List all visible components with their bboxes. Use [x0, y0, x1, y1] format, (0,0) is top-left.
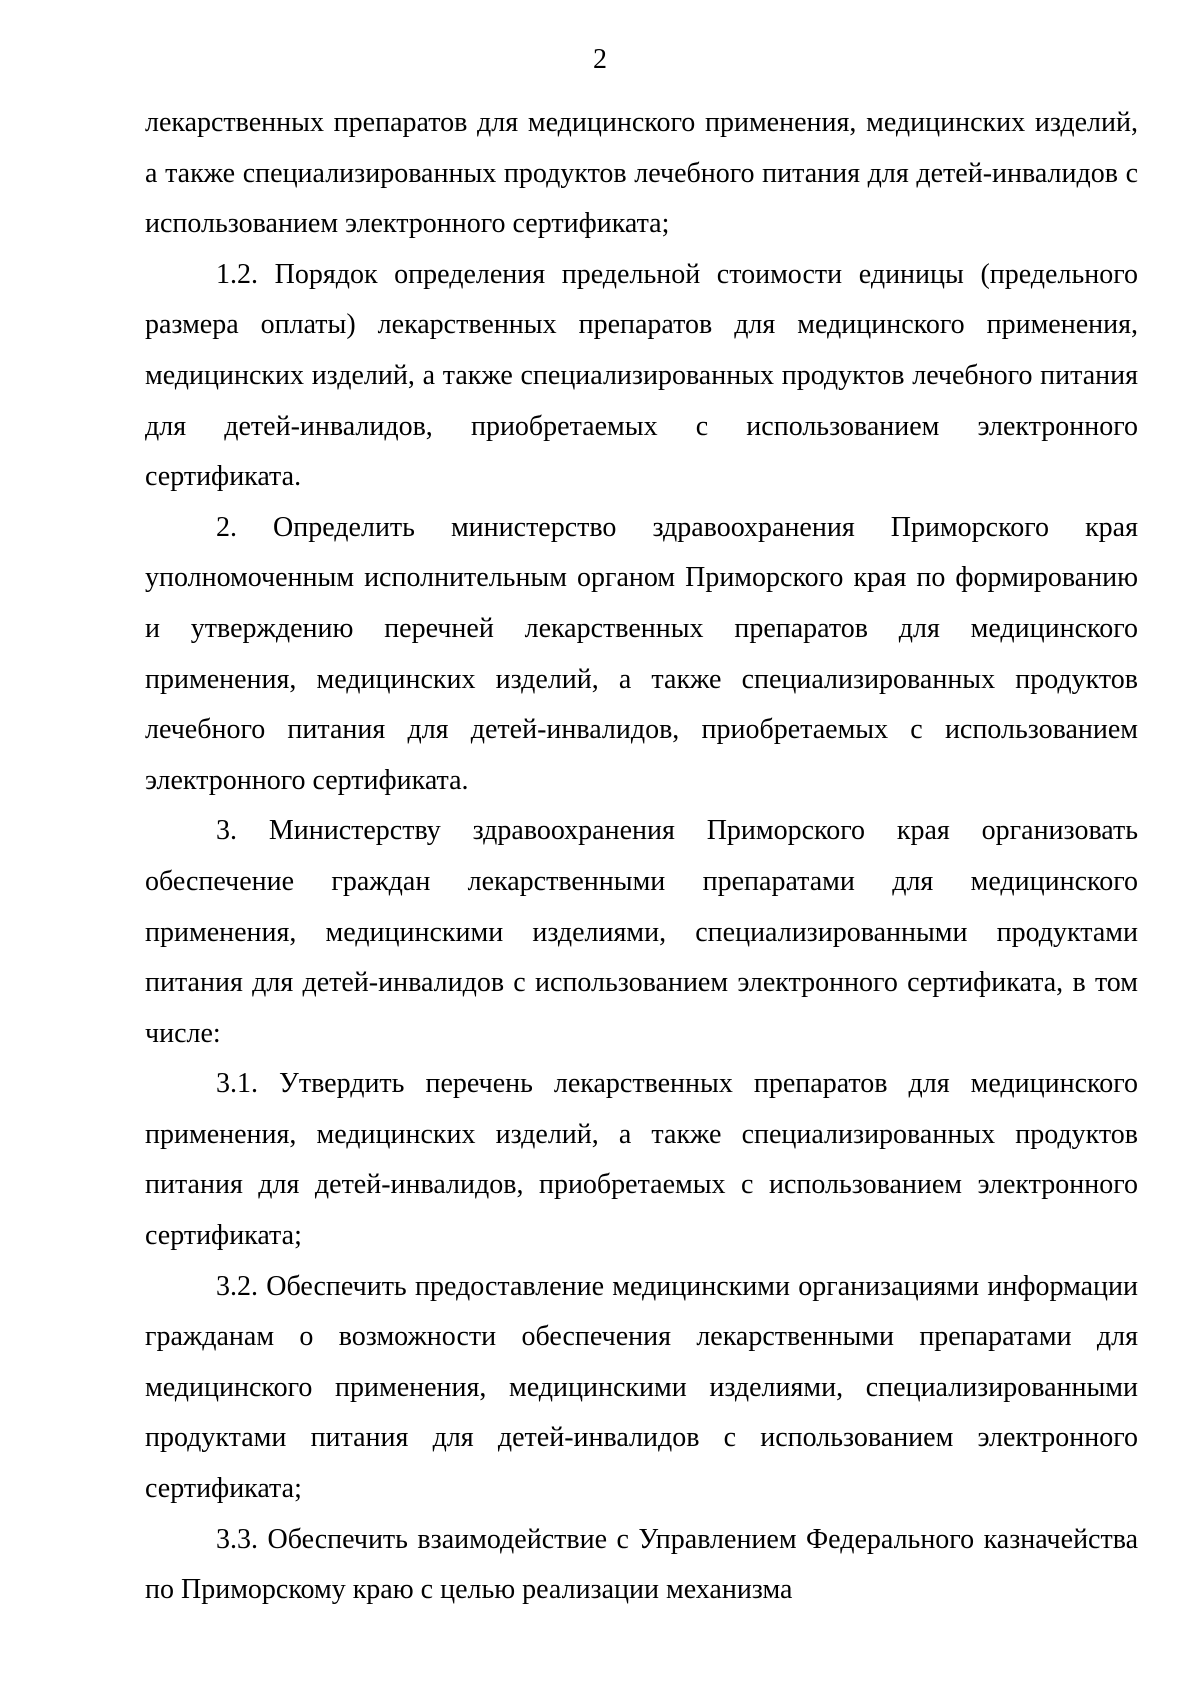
paragraph-3-3: 3.3. Обеспечить взаимодействие с Управлением Федерального казначейства по Приморскому краю с целью реализации механизма	[145, 1523, 1138, 1606]
paragraph-3-1: 3.1. Утвердить перечень лекарственных препаратов для медицинского применения, медицинских изделий, а также специализированных продуктов питания для детей-инвалидов, приобретаемых с использованием электронного сертификата;	[145, 1068, 1138, 1252]
document-body	[145, 98, 1138, 1616]
paragraph-3: 3. Министерству здравоохранения Приморского края организовать обеспечение граждан лекарственными препаратами для медицинского применения, медицинскими изделиями, специализированными продуктами питания для детей-инвалидов с использованием электронного сертификата, в том числе:	[145, 815, 1138, 1049]
paragraph-continuation: лекарственных препаратов для медицинского применения, медицинских изделий, а также специализированных продуктов лечебного питания для детей-инвалидов с использованием электронного сертификата;	[145, 107, 1138, 240]
paragraph-1-2: 1.2. Порядок определения предельной стоимости единицы (предельного размера оплаты) лекарственных препаратов для медицинского применения, медицинских изделий, а также специализированных продуктов лечебного питания для детей-инвалидов, приобретаемых с использованием электронного сертификата.	[145, 258, 1138, 493]
page-number: 2	[593, 44, 607, 75]
paragraph-3-2: 3.2. Обеспечить предоставление медицинскими организациями информации гражданам о возможности обеспечения лекарственными препаратами для медицинского применения, медицинскими изделиями, специализированными продуктами питания для детей-инвалидов с использованием электронного сертификата;	[145, 1270, 1138, 1505]
paragraph-2: 2. Определить министерство здравоохранения Приморского края уполномоченным исполнительным органом Приморского края по формированию и утверждению перечней лекарственных препаратов для медицинского применения, медицинских изделий, а также специализированных продуктов лечебного питания для детей-инвалидов, приобретаемых с использованием электронного сертификата.	[145, 511, 1138, 796]
